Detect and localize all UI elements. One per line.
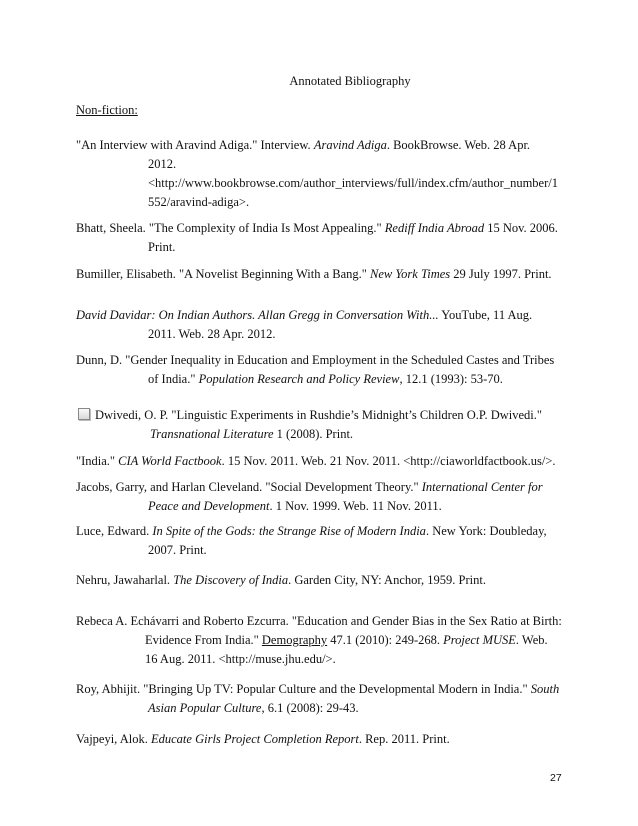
section-heading: Non-fiction: xyxy=(76,103,138,117)
bibliography-entry: David Davidar: On Indian Authors. Allan Gregg in Conversation With... YouTube, 11 Aug. 2011. Web. 28 Apr. 2012. xyxy=(76,308,533,341)
bibliography-entry: Bumiller, Elisabeth. "A Novelist Beginning With a Bang." New York Times 29 July 1997. Print. xyxy=(76,267,552,281)
bibliography-entry: Bhatt, Sheela. "The Complexity of India Is Most Appealing." Rediff India Abroad 15 Nov. 2006. Print. xyxy=(76,221,558,254)
bibliography-entry: "An Interview with Aravind Adiga." Interview. Aravind Adiga. BookBrowse. Web. 28 Apr. 2012. <http://www.bookbrowse.com/author_interviews/full/index.cfm/author_number/1 552/aravind-adiga>. xyxy=(76,138,558,209)
bibliography-entry: Roy, Abhijit. "Bringing Up TV: Popular Culture and the Developmental Modern in India." South Asian Popular Culture, 6.1 (2008): 29-43. xyxy=(76,682,560,715)
bibliography-entry: Jacobs, Garry, and Harlan Cleveland. "Social Development Theory." International Center for Peace and Development. 1 Nov. 1999. Web. 11 Nov. 2011. xyxy=(76,480,543,513)
bibliography-entry: Nehru, Jawaharlal. The Discovery of India. Garden City, NY: Anchor, 1959. Print. xyxy=(76,573,486,587)
bibliography-entry: Dunn, D. "Gender Inequality in Education and Employment in the Scheduled Castes and Tribes of India." Population Research and Policy Review, 12.1 (1993): 53-70. xyxy=(76,353,555,386)
bibliography-entry: Luce, Edward. In Spite of the Gods: the Strange Rise of Modern India. New York: Doubleday, 2007. Print. xyxy=(76,524,547,557)
checkbox-icon[interactable] xyxy=(78,408,90,420)
page-number: 27 xyxy=(550,772,562,784)
page-title: Annotated Bibliography xyxy=(289,74,411,88)
bibliography-entry: Vajpeyi, Alok. Educate Girls Project Completion Report. Rep. 2011. Print. xyxy=(76,732,450,746)
bibliography-entry: "India." CIA World Factbook. 15 Nov. 2011. Web. 21 Nov. 2011. <http://ciaworldfactbook.us/>. xyxy=(76,454,556,468)
bibliography-entry: Rebeca A. Echávarri and Roberto Ezcurra. "Education and Gender Bias in the Sex Ratio at Birth: Evidence From India." Demography 47.1 (2010): 249-268. Project MUSE. Web. 16 Aug. 2011. <http://muse.jhu.edu/>. xyxy=(76,614,562,666)
bibliography-entry: Dwivedi, O. P. "Linguistic Experiments in Rushdie’s Midnight’s Children O.P. Dwivedi." Transnational Literature 1 (2008). Print. xyxy=(78,406,578,444)
